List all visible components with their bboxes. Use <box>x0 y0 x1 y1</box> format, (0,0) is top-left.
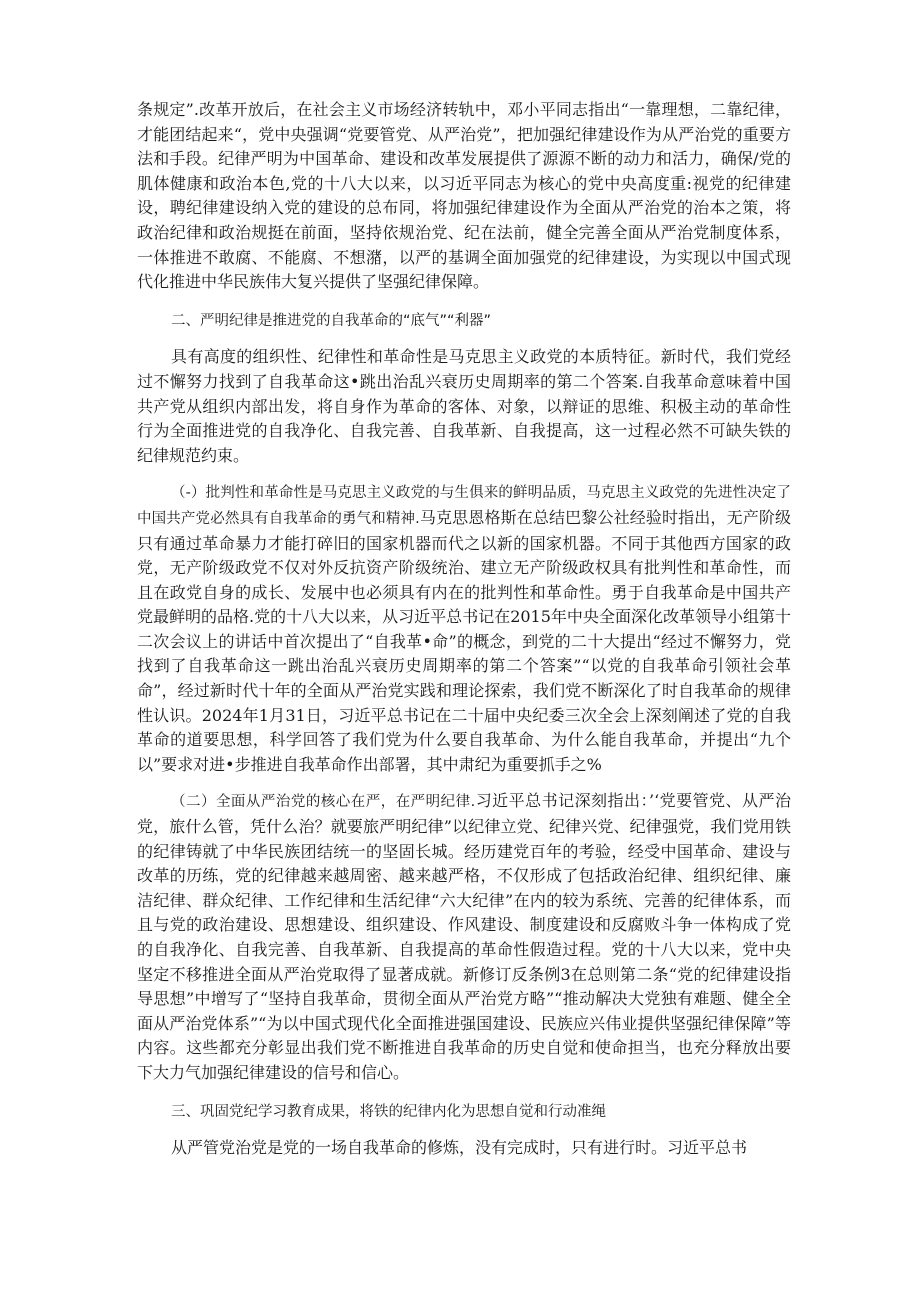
document-page <box>137 98 791 1161</box>
body-paragraph: 具有高度的组织性、纪律性和革命性是马克思主义政党的本质特征。新时代，我们党经过不懈努力找到了自我革命这•跳出治乱兴衰历史周期率的第二个答案.自我革命意味着中国共产党从组织内部出发，将自身作为革命的客体、对象，以辩证的思维、积极主动的革命性行为全面推进党的自我净化、自我完善、自我革新、自我提高，这一过程必然不可缺失铁的纪律规范约束。 <box>137 347 791 465</box>
subsection-paragraph-2 <box>137 789 791 1085</box>
body-paragraph: 条规定”.改革开放后，在社会主义市场经济转轨中，邓小平同志指出“一靠理想，二靠纪律，才能团结起来“，党中央强调“党要管党、从严治党”，把加强纪律建设作为从严治党的重要方法和手段。纪律严明为中国革命、建设和改革发展提供了源源不断的动力和活力，确保/党的肌体健康和政治本色,党的十八大以来，以习近平同志为核心的党中央高度重:视党的纪律建设，聘纪律建设纳入党的建设的总布同，将加强纪律建设作为全面从严治党的治本之策，将政治纪律和政治规挺在前面，坚持依规治党、纪在法前，健全完善全面从严治党制度体系，一体推进不敢腐、不能腐、不想潴，以严的基调全面加强党的纪律建设，为实现以中国式现代化推进中华民族伟大复兴提供了坚强纪律保障。 <box>137 100 791 292</box>
subsection-body: 习近平总书记深刻指出：’‘党要管党、从严治党，旅什么管，凭什么治？就要旅严明纪律”以纪律立党、纪律兴党、纪律强党，我们党用铁的纪律铸就了中华民族团结统一的坚固长城。经历建党百年的考验，经受中国革命、建设与改革的历练，党的纪律越来越周密、越来越严格，不仅形成了包括政治纪律、组织纪律、廉洁纪律、群众纪律、工作纪律和生活纪律“六大纪律”在内的较为系统、完善的纪律体系，而且与党的政治建设、思想建设、组织建设、作风建设、制度建设和反腐败斗争一体构成了党的自我净化、自我完善、自我革新、自我提高的革命性假造过程。党的十八大以来，党中央坚定不移推进全面从严治党取得了显著成就。新修订反条例3在总则第二条“党的纪律建设指导思想”中增写了“坚持自我革命，贯彻全面从严治党方略”“推动解决大党独有难题、健全全面从严治党体系”“为以中国式现代化全面推进强国建设、民族应兴伟业提供坚强纪律保障”等内容。这些都充分彰显出我们党不断推进自我革命的历史自觉和使命担当，也充分释放出要下大力气加强纪律建设的信号和信心。 <box>137 791 791 1082</box>
body-paragraph: 从严管党治党是党的一场自我革命的修炼，没有完成时，只有进行时。习近平总书 <box>171 1138 748 1158</box>
subsection-lead: （-）批判性和革命性是马克思主义政党的与生俱来的鲜明品质，马克思主义政党的先进性决定了中国共产党必然具有自我革命的勇气和精神. <box>137 485 791 527</box>
subsection-lead: （二）全面从严治党的核心在严，在严明纪律. <box>171 794 476 811</box>
subsection-body: 马克思恩格斯在总结巴黎公社经验时指出，无产阶级只有通过革命暴力才能打碎旧的国家机器而代之以新的国家机器。不同于其他西方国家的政党，无产阶级政党不仅对外反抗资产阶级统治、建立无产阶级政权具有批判性和革命性，而且在政党自身的成长、发展中也必须具有内在的批判性和革命性。勇于自我革命是中国共产党最鲜明的品格.党的十八大以来，从习近平总书记在2015年中央全面深化改革领导小组第十二次会议上的讲话中首次提出了“自我革•命”的概念，到党的二十大提出“经过不懈努力，党找到了自我革命这一跳出治乱兴衰历史周期率的第二个答案”“以党的自我革命引领社会革命”，经过新时代十年的全面从严治党实践和理论探索，我们党不断深化了时自我革命的规律性认识。2024年1月31日，习近平总书记在二十届中央纪委三次全会上深刻阐述了党的自我革命的道要思想，科学回答了我们党为什么要自我革命、为什么能自我革命，并提出“九个以”要求对进•步推进自我革命作出部署，其中肃纪为重要抓手之% <box>137 507 791 774</box>
section-heading-3: 三、巩固党纪学习教育成果，将铁的纪律内化为思想自觉和行动准绳 <box>171 1103 606 1120</box>
section-heading-2: 二、严明纪律是推进党的自我革命的“底气”“利器” <box>171 312 492 329</box>
subsection-paragraph-1 <box>137 480 791 777</box>
